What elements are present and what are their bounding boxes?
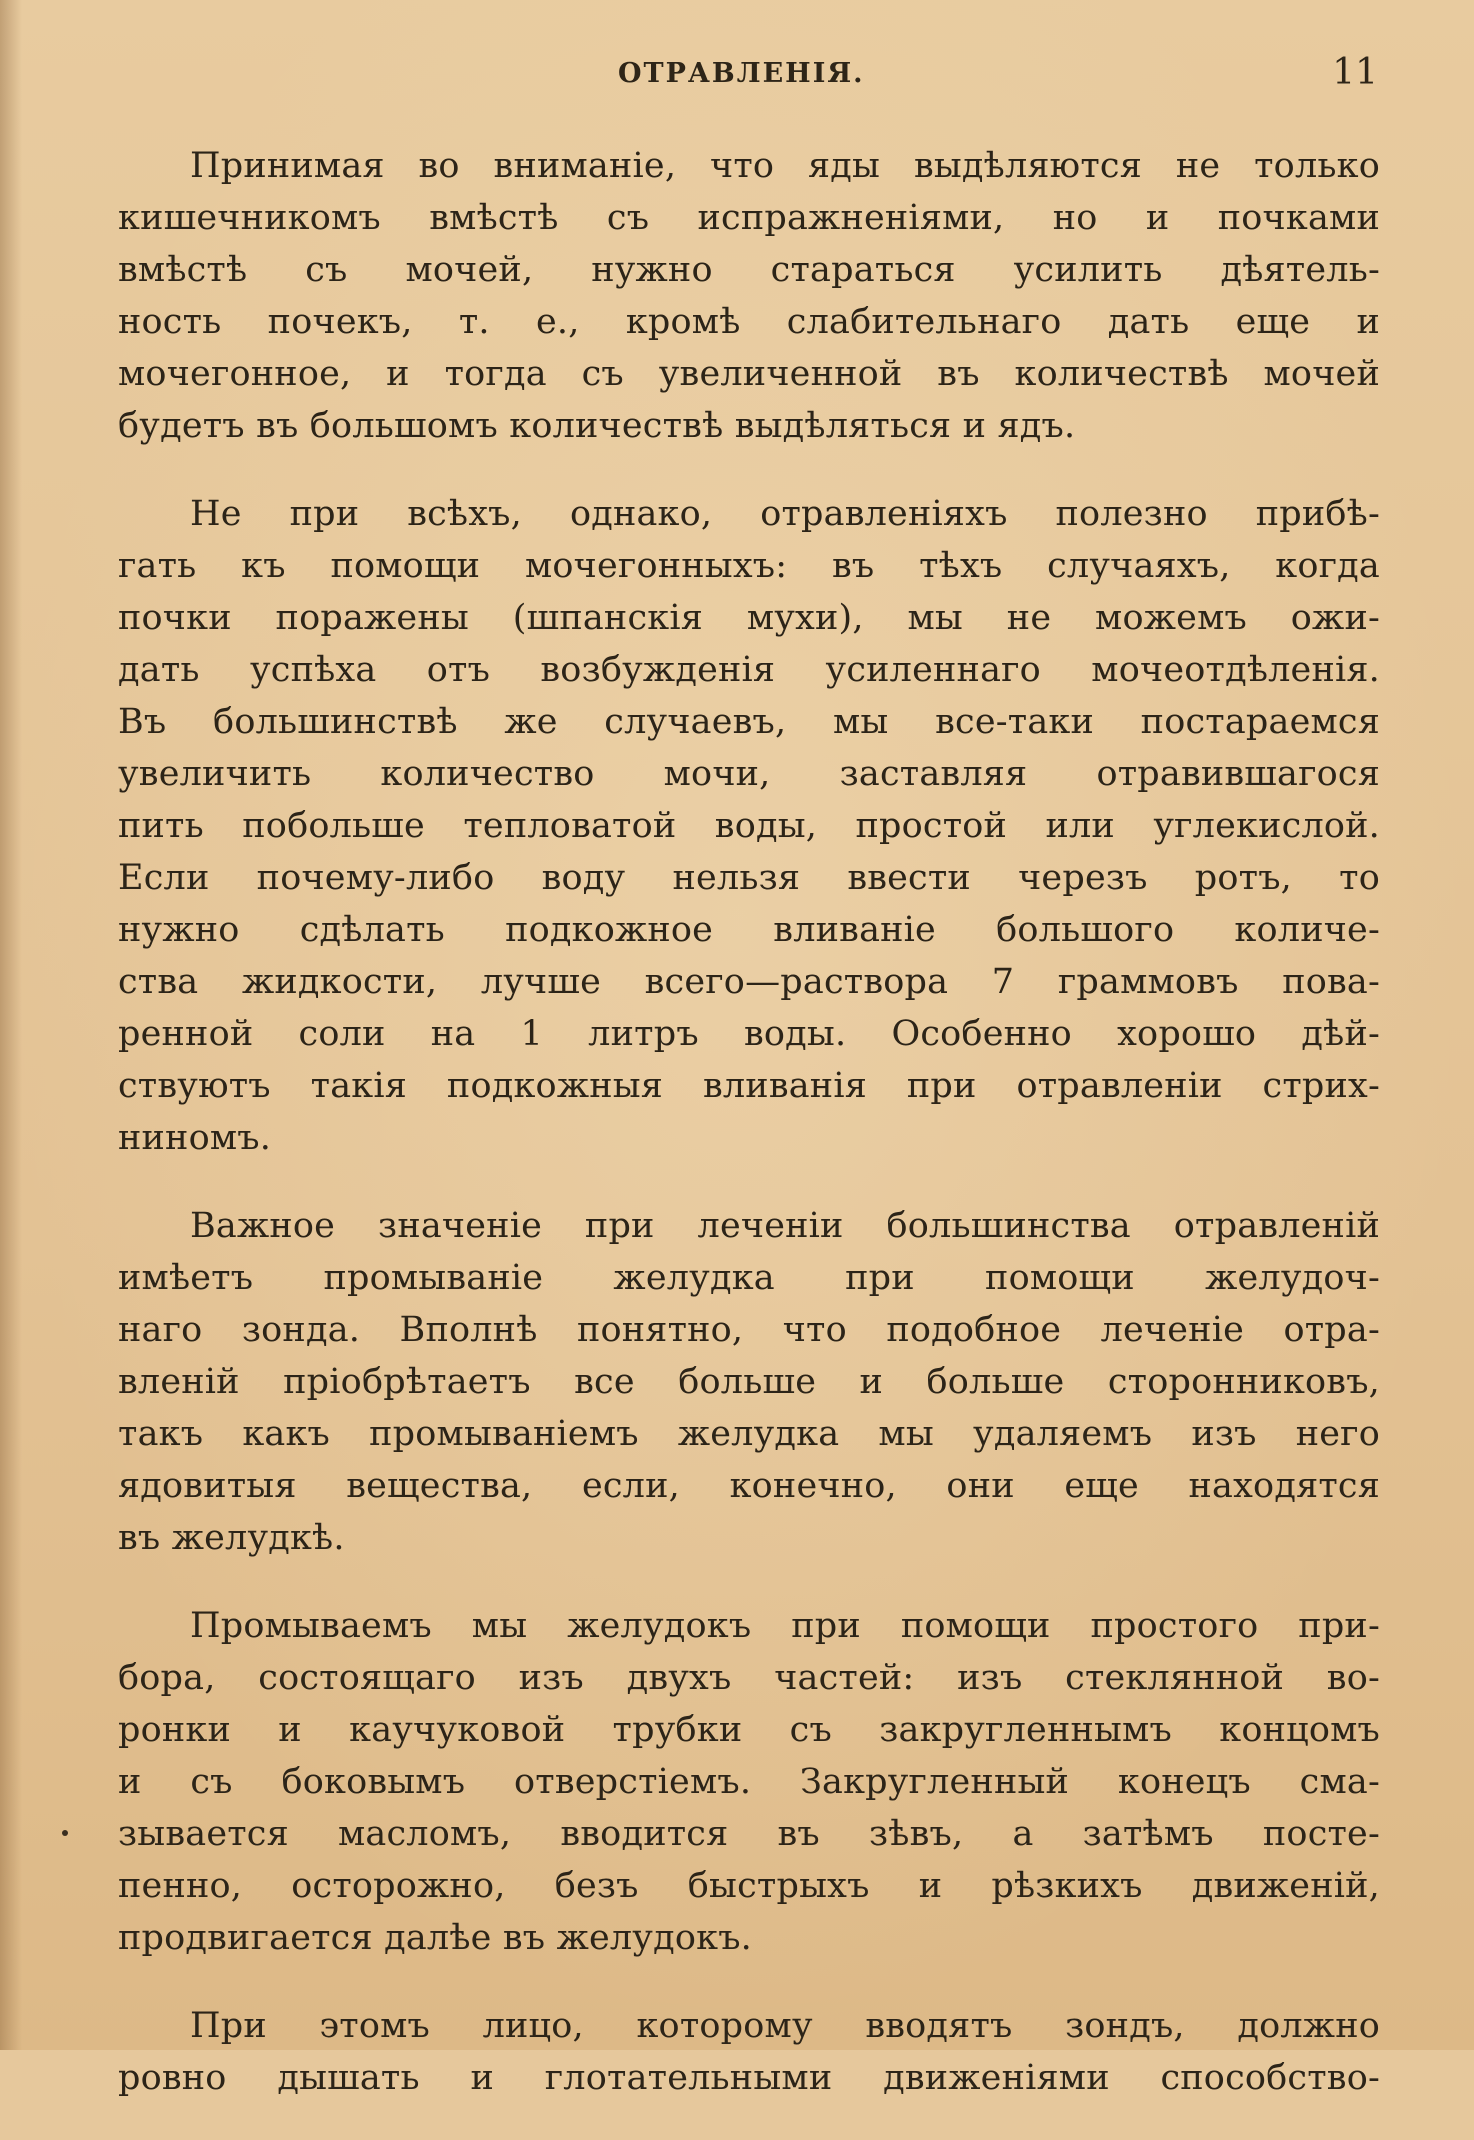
text-line: мочегонное, и тогда съ увеличенной въ количествѣ мочей [118,354,1380,394]
text-line: ядовитыя вещества, если, конечно, они еще находятся [118,1466,1380,1506]
text-line: ность почекъ, т. е., кромѣ слабительнаго дать еще и [118,302,1380,342]
text-line: ствуютъ такія подкожныя вливанія при отравленіи стрих- [118,1066,1380,1106]
text-line: вмѣстѣ съ мочей, нужно стараться усилить дѣятель- [118,250,1380,290]
text-line: зывается масломъ, вводится въ зѣвъ, а затѣмъ посте- [118,1814,1380,1854]
text-line: наго зонда. Вполнѣ понятно, что подобное леченіе отра- [118,1310,1380,1350]
text-line: бора, состоящаго изъ двухъ частей: изъ стеклянной во- [118,1658,1380,1698]
text-line: пить побольше тепловатой воды, простой или углекислой. [118,806,1380,846]
text-line: Не при всѣхъ, однако, отравленіяхъ полезно прибѣ- [190,494,1380,534]
text-line: увеличить количество мочи, заставляя отравившагося [118,754,1380,794]
text-line: такъ какъ промываніемъ желудка мы удаляемъ изъ него [118,1414,1380,1454]
page-number: 11 [1332,52,1378,93]
text-line: пенно, осторожно, безъ быстрыхъ и рѣзкихъ движеній, [118,1866,1380,1906]
text-line: кишечникомъ вмѣстѣ съ испражненіями, но и почками [118,198,1380,238]
body-text [118,140,1380,2140]
text-line: ства жидкости, лучше всего—раствора 7 граммовъ пова- [118,962,1380,1002]
page-edge-shadow [0,0,22,2050]
paragraph [118,140,1380,452]
text-line: ниномъ. [118,1118,272,1158]
text-line: ронки и каучуковой трубки съ закругленнымъ концомъ [118,1710,1380,1750]
paragraph [118,488,1380,1164]
text-line: нужно сдѣлать подкожное вливаніе большого количе- [118,910,1380,950]
running-title: ОТРАВЛЕНІЯ. [618,58,865,89]
text-line: дать успѣха отъ возбужденія усиленнаго мочеотдѣленія. [118,650,1380,690]
text-line: продвигается далѣе въ желудокъ. [118,1918,752,1958]
text-line: Въ большинствѣ же случаевъ, мы все-таки постараемся [118,702,1380,742]
text-line: и съ боковымъ отверстіемъ. Закругленный конецъ сма- [118,1762,1380,1802]
text-line: гать къ помощи мочегонныхъ: въ тѣхъ случаяхъ, когда [118,546,1380,586]
paragraph [118,1200,1380,1564]
paragraph [118,2000,1380,2104]
text-line: почки поражены (шпанскія мухи), мы не можемъ ожи- [118,598,1380,638]
text-line: будетъ въ большомъ количествѣ выдѣляться и ядъ. [118,406,1076,446]
text-line: въ желудкѣ. [118,1518,345,1558]
ink-speck [62,1830,68,1836]
text-line: Важное значеніе при леченіи большинства отравленій [190,1206,1380,1246]
page-header [118,52,1378,102]
text-line: Промываемъ мы желудокъ при помощи простого при- [190,1606,1380,1646]
text-line: Если почему-либо воду нельзя ввести черезъ ротъ, то [118,858,1380,898]
text-line: Принимая во вниманіе, что яды выдѣляются не только [190,146,1380,186]
text-line: имѣетъ промываніе желудка при помощи желудоч- [118,1258,1380,1298]
text-line: ренной соли на 1 литръ воды. Особенно хорошо дѣй- [118,1014,1380,1054]
text-line: При этомъ лицо, которому вводятъ зондъ, должно [190,2006,1380,2046]
text-line: ровно дышать и глотательными движеніями способство- [118,2058,1380,2098]
text-line: вленій пріобрѣтаетъ все больше и больше сторонниковъ, [118,1362,1380,1402]
paragraph [118,1600,1380,1964]
